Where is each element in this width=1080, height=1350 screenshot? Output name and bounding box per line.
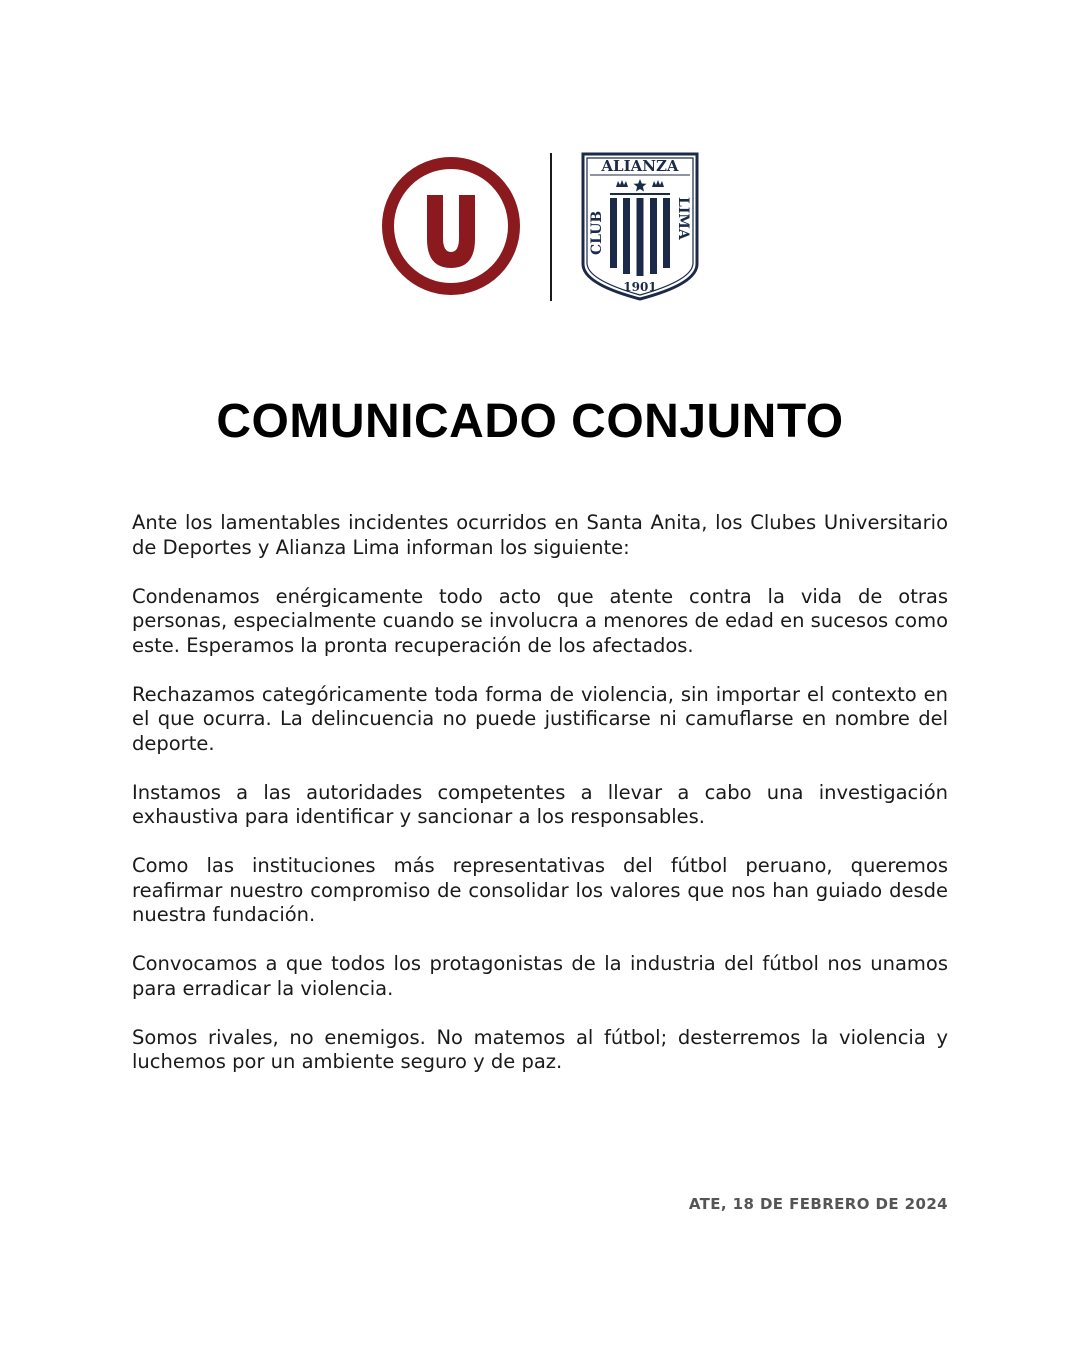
paragraph-5: Como las instituciones más representativas del fútbol peruano, queremos reafirmar nuestro compromiso de consolidar los valores que nos han guiado desde nuestra fundación. (132, 854, 948, 926)
alianza-right-text: LIMA (675, 197, 691, 240)
paragraph-7: Somos rivales, no enemigos. No matemos al fútbol; desterremos la violencia y luchemos por un ambiente seguro y de paz. (132, 1025, 948, 1073)
statement-body (132, 511, 948, 1099)
paragraph-3: Rechazamos categóricamente toda forma de violencia, sin importar el contexto en el que ocurra. La delincuencia no puede justificarse ni camuflarse en nombre del deporte. (132, 682, 948, 755)
place-date: ATE, 18 DE FEBRERO DE 2024 (688, 1195, 948, 1213)
alianza-left-text: CLUB (589, 210, 605, 255)
logo-divider (550, 153, 552, 301)
club-logos (0, 150, 1080, 305)
paragraph-6: Convocamos a que todos los protagonistas de la industria del fútbol nos unamos para erradicar la violencia. (132, 952, 948, 1000)
alianza-year: 1901 (623, 280, 657, 294)
alianza-lima-logo (580, 152, 700, 302)
page-title: COMUNICADO CONJUNTO (216, 395, 844, 448)
paragraph-2: Condenamos enérgicamente todo acto que atente contra la vida de otras personas, especialmente cuando se involucra a menores de edad en sucesos como este. Esperamos la pronta recuperación de los afectados. (132, 584, 948, 657)
universitario-logo (380, 155, 522, 297)
paragraph-1: Ante los lamentables incidentes ocurridos en Santa Anita, los Clubes Universitario de Deportes y Alianza Lima informan los siguiente: (132, 511, 948, 559)
alianza-top-text: ALIANZA (601, 157, 679, 175)
paragraph-4: Instamos a las autoridades competentes a llevar a cabo una investigación exhaustiva para identificar y sancionar a los responsables. (132, 780, 948, 828)
